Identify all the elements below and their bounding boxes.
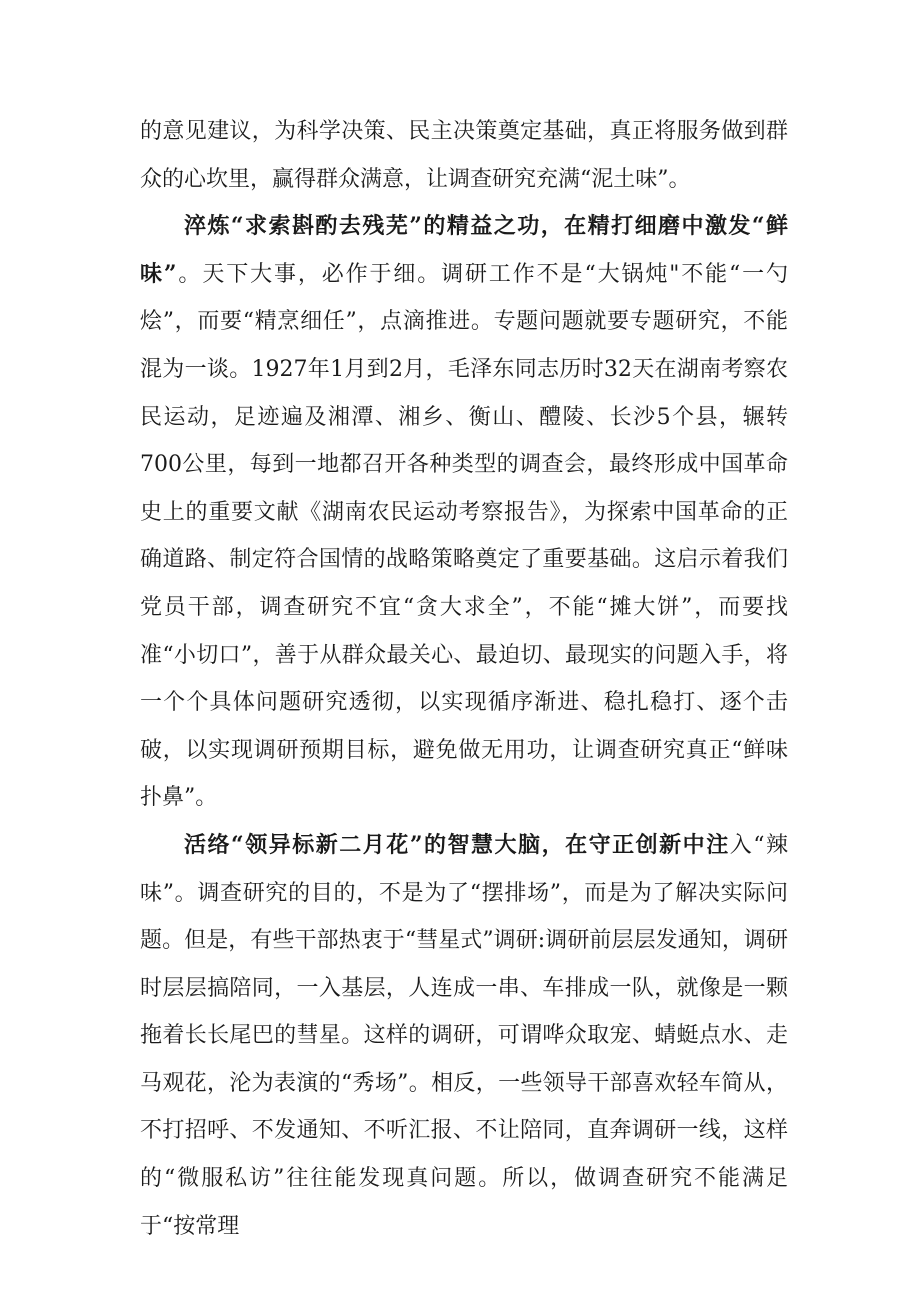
paragraph-continuation [140, 108, 788, 203]
paragraph-innovation [140, 822, 788, 1250]
paragraph-lead-sentence: 淬炼“求索斟酌去残芜”的精益之功，在精打细磨中激发“鲜味” [140, 213, 788, 287]
paragraph-body: 的意见建议，为科学决策、民主决策奠定基础，真正将服务做到群众的心坎里，赢得群众满意，让调查研究充满“泥土味”。 [140, 119, 788, 192]
paragraph-lead-sentence: 活络“领异标新二月花”的智慧大脑，在守正创新中注 [184, 831, 730, 858]
document-page [140, 108, 788, 1250]
paragraph-body: 。天下大事，必作于细。调研工作不是“大锅炖"不能“一勺烩”，而要“精烹细任”，点滴推进。专题问题就要专题研究，不能混为一谈。1927年1月到2月，毛泽东同志历时32天在湖南考察农民运动，足迹遍及湘潭、湘乡、衡山、醴陵、长沙5个县，辗转700公里，每到一地都召开各种类型的调查会，最终形成中国革命史上的重要文献《湖南农民运动考察报告》，为探索中国革命的正确道路、制定符合国情的战略策略奠定了重要基础。这启示着我们党员干部，调查研究不宜“贪大求全”，不能“摊大饼”，而要找准“小切口”，善于从群众最关心、最迫切、最现实的问题入手，将一个个具体问题研究透彻，以实现循序渐进、稳扎稳打、逐个击破，以实现调研预期目标，避免做无用功，让调查研究真正“鲜味扑鼻”。 [140, 261, 788, 811]
paragraph-body: 入“辣味”。调查研究的目的，不是为了“摆排场”，而是为了解决实际问题。但是，有些干部热衷于“彗星式”调研:调研前层层发通知，调研时层层搞陪同，一入基层，人连成一串、车排成一队，就像是一颗拖着长长尾巴的彗星。这样的调研，可谓哗众取宠、蜻蜓点水、走马观花，沦为表演的“秀场”。相反，一些领导干部喜欢轻车简从，不打招呼、不发通知、不听汇报、不让陪同，直奔调研一线，这样的“微服私访”往往能发现真问题。所以，做调查研究不能满足于“按常理 [140, 832, 788, 1239]
paragraph-refinement [140, 203, 788, 822]
